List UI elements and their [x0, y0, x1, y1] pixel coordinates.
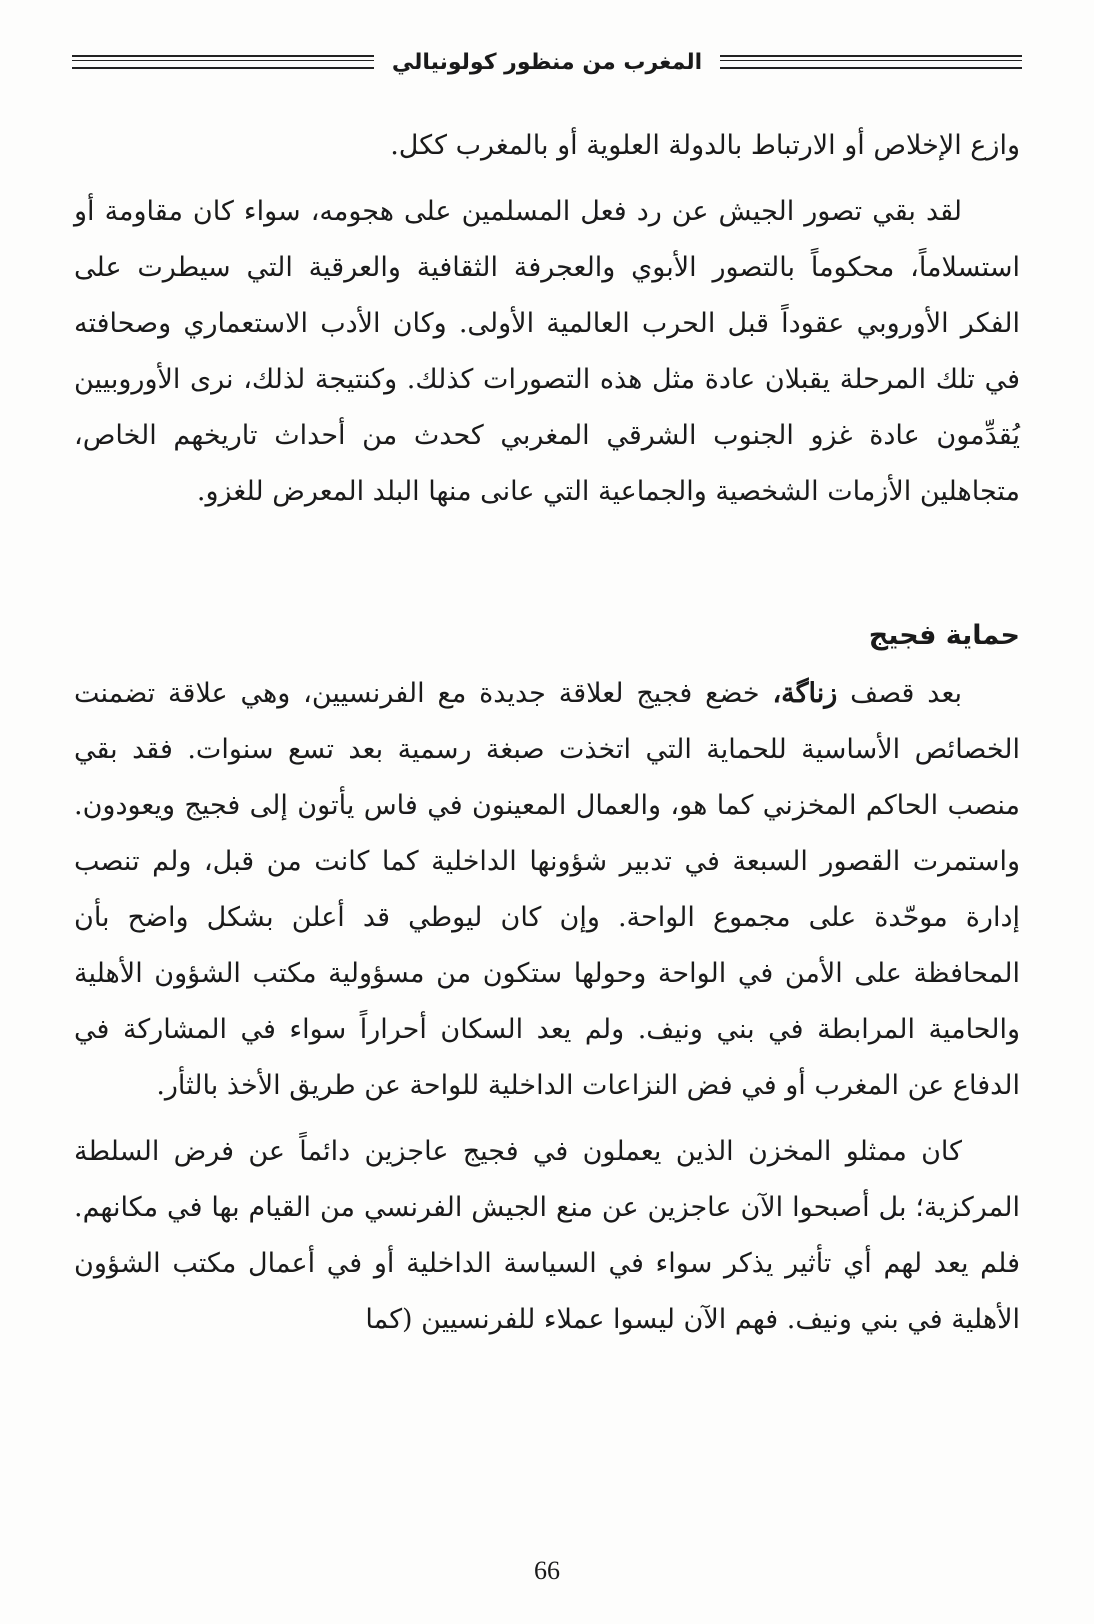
running-header-title: المغرب من منظور كولونيالي: [391, 49, 703, 75]
paragraph-protectorate-rest: خضع فجيج لعلاقة جديدة مع الفرنسيين، وهي علاقة تضمنت الخصائص الأساسية للحماية التي اتخذت صبغة رسمية بعد تسع سنوات. فقد بقي منصب الحاكم المخزني كما هو، والعمال المعينون في فاس يأتون إلى فجيج ويعودون. واستمرت القصور السبعة في تدبير شؤونها الداخلية كما كانت من قبل، ولم تنصب إدارة موحّدة على مجموع الواحة. وإن كان ليوطي قد أعلن بشكل واضح بأن المحافظة على الأمن في الواحة وحولها ستكون من مسؤولية مكتب الشؤون الأهلية والحامية المرابطة في بني ونيف. ولم يعد السكان أحراراً سواء في المشاركة في الدفاع عن المغرب أو في فض النزاعات الداخلية للواحة عن طريق الأخذ بالثأر.: [74, 678, 1020, 1101]
page-number: 66: [534, 1556, 560, 1585]
paragraph-makhzen-representatives: كان ممثلو المخزن الذين يعملون في فجيج عاجزين دائماً عن فرض السلطة المركزية؛ بل أصبحوا الآن عاجزين عن منع الجيش الفرنسي من القيام بها في مكانهم. فلم يعد لهم أي تأثير يذكر سواء في السياسة الداخلية أو في أعمال مكتب الشؤون الأهلية في بني ونيف. فهم الآن ليسوا عملاء للفرنسيين (كما: [74, 1136, 1020, 1335]
running-header: [72, 40, 1022, 84]
paragraph-army-perception: لقد بقي تصور الجيش عن رد فعل المسلمين على هجومه، سواء كان مقاومة أو استسلاماً، محكوماً بالتصور الأبوي والعجرفة الثقافية والعرقية التي سيطرت على الفكر الأوروبي عقوداً قبل الحرب العالمية الأولى. وكان الأدب الاستعماري وصحافته في تلك المرحلة يقبلان عادة مثل هذه التصورات كذلك. وكنتيجة لذلك، نرى الأوروبيين يُقدِّمون عادة غزو الجنوب الشرقي المغربي كحدث من أحداث تاريخهم الخاص، متجاهلين الأزمات الشخصية والجماعية التي عانى منها البلد المعرض للغزو.: [74, 196, 1020, 507]
section-heading: حماية فجيج: [868, 620, 1020, 651]
paragraph-protectorate-lead: بعد قصف: [850, 678, 962, 709]
place-name-zenaga: زناگة،: [772, 678, 838, 709]
paragraph-protectorate: [74, 666, 1020, 1114]
header-rule-left: [72, 55, 374, 69]
page-body: [74, 118, 1020, 1348]
paragraph-continuation: وازع الإخلاص أو الارتباط بالدولة العلوية أو بالمغرب ككل.: [390, 130, 1020, 161]
header-rule-right: [720, 55, 1022, 69]
